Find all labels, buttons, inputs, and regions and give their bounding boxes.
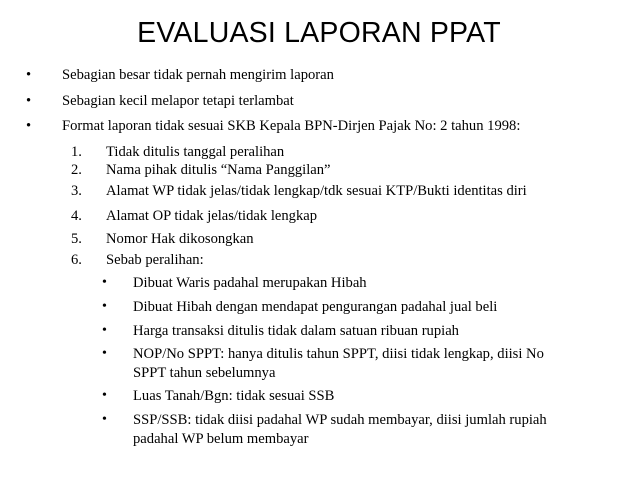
numbered-item-text: Nomor Hak dikosongkan bbox=[106, 231, 254, 247]
bullet-marker: • bbox=[102, 323, 107, 338]
item-number: 6. bbox=[71, 252, 82, 268]
list-item-text: Sebagian besar tidak pernah mengirim laporan bbox=[62, 67, 334, 83]
sub-list-item-text: SSP/SSB: tidak diisi padahal WP sudah membayar, diisi jumlah rupiah bbox=[133, 412, 547, 428]
list-item-text: Format laporan tidak sesuai SKB Kepala BPN-Dirjen Pajak No: 2 tahun 1998: bbox=[62, 118, 521, 134]
bullet-marker: • bbox=[102, 275, 107, 290]
sub-list-item-text: NOP/No SPPT: hanya ditulis tahun SPPT, diisi tidak lengkap, diisi No bbox=[133, 346, 544, 362]
item-number: 5. bbox=[71, 231, 82, 247]
sub-list-item-text: Dibuat Hibah dengan mendapat pengurangan padahal jual beli bbox=[133, 299, 498, 315]
item-number: 4. bbox=[71, 208, 82, 224]
numbered-item-text: Sebab peralihan: bbox=[106, 252, 204, 268]
bullet-marker: • bbox=[102, 412, 107, 427]
list-item-text: Sebagian kecil melapor tetapi terlambat bbox=[62, 93, 294, 109]
sub-list-item-text: Harga transaksi ditulis tidak dalam satuan ribuan rupiah bbox=[133, 323, 459, 339]
sub-list-item-text: Luas Tanah/Bgn: tidak sesuai SSB bbox=[133, 388, 335, 404]
bullet-marker: • bbox=[102, 388, 107, 403]
sub-list-item-text: Dibuat Waris padahal merupakan Hibah bbox=[133, 275, 367, 291]
sub-list-item-continuation: SPPT tahun sebelumnya bbox=[133, 365, 276, 381]
bullet-marker: • bbox=[26, 93, 32, 109]
numbered-item-text: Tidak ditulis tanggal peralihan bbox=[106, 144, 285, 160]
bullet-marker: • bbox=[102, 299, 107, 314]
bullet-marker: • bbox=[26, 67, 32, 83]
bullet-marker: • bbox=[102, 346, 107, 361]
item-number: 2. bbox=[71, 162, 82, 178]
sub-list-item-continuation: padahal WP belum membayar bbox=[133, 431, 309, 447]
item-number: 3. bbox=[71, 183, 82, 199]
numbered-item-text: Alamat WP tidak jelas/tidak lengkap/tdk sesuai KTP/Bukti identitas diri bbox=[106, 183, 527, 199]
item-number: 1. bbox=[71, 144, 82, 160]
numbered-item-text: Alamat OP tidak jelas/tidak lengkap bbox=[106, 208, 318, 224]
numbered-item-text: Nama pihak ditulis “Nama Panggilan” bbox=[106, 162, 331, 178]
page-title: EVALUASI LAPORAN PPAT bbox=[137, 17, 501, 49]
bullet-marker: • bbox=[26, 118, 32, 134]
